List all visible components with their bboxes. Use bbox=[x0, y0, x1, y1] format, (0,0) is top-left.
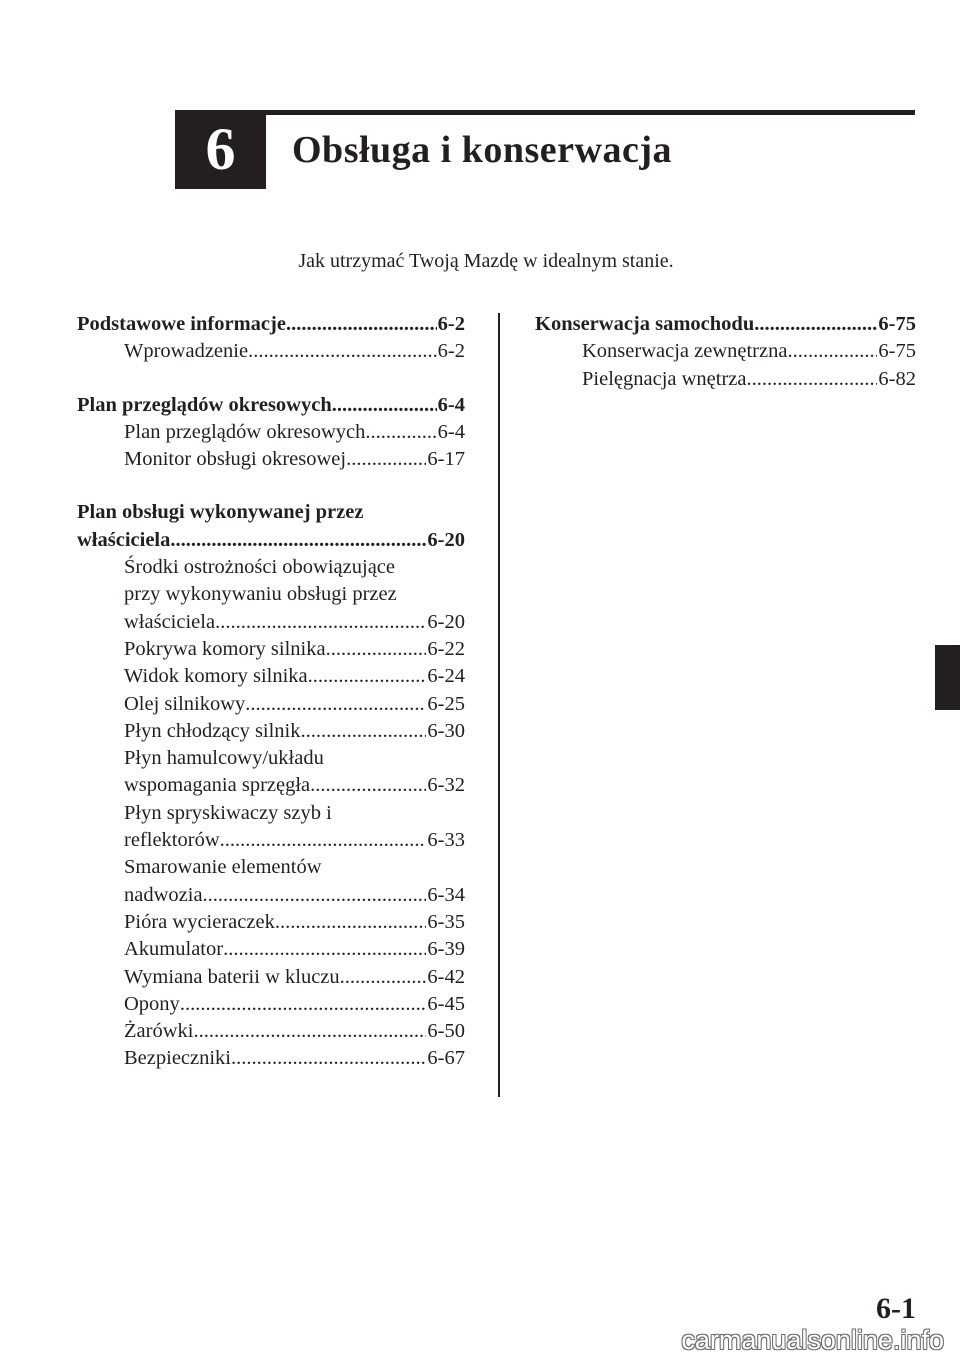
toc-entry[interactable] bbox=[77, 964, 465, 991]
toc-entry[interactable] bbox=[77, 609, 465, 636]
toc-entry-label: Akumulator bbox=[124, 938, 224, 961]
toc-entry-label: Plan przeglądów okresowych bbox=[124, 420, 366, 443]
toc-entry[interactable] bbox=[77, 338, 465, 365]
toc-page-ref: 6-33 bbox=[427, 829, 465, 852]
dot-leader bbox=[220, 827, 427, 854]
toc-entry-label: wspomagania sprzęgła bbox=[124, 774, 311, 797]
toc-entry-label: reflektorów bbox=[124, 829, 220, 852]
toc-entry[interactable] bbox=[77, 827, 465, 854]
dot-leader bbox=[180, 991, 427, 1018]
toc-entry-label: Opony bbox=[124, 992, 180, 1015]
toc-heading-label: właściciela bbox=[77, 528, 171, 551]
toc-right-column bbox=[535, 311, 916, 419]
toc-entry-label: Wprowadzenie bbox=[124, 340, 249, 363]
toc-entry-label: właściciela bbox=[124, 610, 216, 633]
toc-entry-label: Bezpieczniki bbox=[124, 1047, 232, 1070]
toc-page-ref: 6-82 bbox=[878, 367, 916, 390]
toc-entry-label: Monitor obsługi okresowej bbox=[124, 448, 347, 471]
toc-page-ref: 6-45 bbox=[427, 992, 465, 1015]
toc-entry-line: Płyn hamulcowy/układu bbox=[124, 747, 324, 770]
dot-leader bbox=[301, 718, 427, 745]
toc-entry[interactable] bbox=[77, 991, 465, 1018]
chapter-thumb-tab bbox=[935, 645, 960, 710]
chapter-subtitle: Jak utrzymać Twoją Mazdę w idealnym stanie. bbox=[298, 250, 674, 272]
dot-leader bbox=[754, 311, 877, 338]
dot-leader bbox=[245, 691, 426, 718]
toc-page-ref: 6-4 bbox=[437, 393, 465, 416]
dot-leader bbox=[275, 909, 427, 936]
dot-leader bbox=[326, 636, 427, 663]
toc-entry-label: Wymiana baterii w kluczu bbox=[124, 965, 340, 988]
toc-left-column bbox=[77, 311, 465, 1099]
toc-entry[interactable] bbox=[77, 663, 465, 690]
toc-entry-label: Pióra wycieraczek bbox=[124, 910, 275, 933]
toc-entry-label: Konserwacja zewnętrzna bbox=[582, 340, 788, 363]
toc-page-ref: 6-75 bbox=[878, 340, 916, 363]
toc-page-ref: 6-2 bbox=[437, 340, 465, 363]
toc-entry-label: Pokrywa komory silnika bbox=[124, 637, 326, 660]
toc-section-service-schedule bbox=[77, 392, 465, 474]
toc-page-ref: 6-32 bbox=[427, 774, 465, 797]
toc-page-ref: 6-24 bbox=[427, 665, 465, 688]
toc-entry[interactable] bbox=[77, 882, 465, 909]
toc-entry-label: Widok komory silnika bbox=[124, 665, 308, 688]
toc-entry-line: Środki ostrożności obowiązujące bbox=[124, 556, 395, 579]
toc-page-ref: 6-67 bbox=[427, 1047, 465, 1070]
toc-heading-service-schedule[interactable] bbox=[77, 392, 465, 419]
toc-entry-label: Płyn chłodzący silnik bbox=[124, 719, 301, 742]
toc-entry[interactable] bbox=[77, 636, 465, 663]
toc-page-ref: 6-4 bbox=[437, 420, 465, 443]
toc-entry-label: Olej silnikowy bbox=[124, 692, 246, 715]
toc-entry[interactable] bbox=[535, 366, 916, 393]
dot-leader bbox=[365, 419, 436, 446]
toc-entry[interactable] bbox=[77, 446, 465, 473]
chapter-number-badge bbox=[175, 110, 266, 189]
toc-entry[interactable] bbox=[77, 691, 465, 718]
dot-leader bbox=[310, 772, 426, 799]
toc-entry[interactable] bbox=[77, 909, 465, 936]
toc-entry[interactable] bbox=[77, 1018, 465, 1045]
toc-heading-basic-info[interactable] bbox=[77, 311, 465, 338]
toc-heading-owner-maintenance-line1: Plan obsługi wykonywanej przez bbox=[77, 501, 364, 524]
dot-leader bbox=[193, 1018, 426, 1045]
toc-heading-label: Podstawowe informacje bbox=[77, 313, 286, 335]
toc-entry-line: Smarowanie elementów bbox=[124, 856, 322, 879]
toc-page-ref: 6-25 bbox=[427, 692, 465, 715]
dot-leader bbox=[248, 338, 437, 365]
dot-leader bbox=[223, 936, 426, 963]
dot-leader bbox=[346, 446, 426, 473]
toc-page-ref: 6-35 bbox=[427, 910, 465, 933]
chapter-header-rule bbox=[266, 110, 915, 115]
toc-page-ref: 6-50 bbox=[427, 1020, 465, 1043]
toc-page-ref: 6-34 bbox=[427, 883, 465, 906]
toc-page-ref: 6-17 bbox=[427, 448, 465, 471]
toc-entry-line: przy wykonywaniu obsługi przez bbox=[124, 583, 397, 606]
toc-entry[interactable] bbox=[535, 338, 916, 365]
watermark: carmanualsonline.info bbox=[681, 1325, 944, 1355]
toc-heading-car-care[interactable] bbox=[535, 311, 916, 338]
toc-entry[interactable] bbox=[77, 936, 465, 963]
toc-heading-owner-maintenance[interactable] bbox=[77, 527, 465, 554]
dot-leader bbox=[340, 964, 427, 991]
column-divider bbox=[498, 313, 500, 1097]
dot-leader bbox=[215, 609, 426, 636]
toc-section-car-care bbox=[535, 311, 916, 393]
dot-leader bbox=[170, 527, 426, 554]
toc-entry-line: Płyn spryskiwaczy szyb i bbox=[124, 801, 332, 824]
chapter-title: Obsługa i konserwacja bbox=[292, 129, 672, 171]
toc-section-basic-info bbox=[77, 311, 465, 366]
toc-entry[interactable] bbox=[77, 1045, 465, 1072]
toc-page-ref: 6-2 bbox=[437, 313, 465, 335]
toc-entry-label: nadwozia bbox=[124, 883, 203, 906]
toc-page-ref: 6-30 bbox=[427, 719, 465, 742]
toc-entry[interactable] bbox=[77, 419, 465, 446]
toc-page-ref: 6-39 bbox=[427, 938, 465, 961]
dot-leader bbox=[332, 392, 437, 419]
toc-page-ref: 6-42 bbox=[427, 965, 465, 988]
toc-section-owner-maintenance bbox=[77, 499, 465, 1072]
chapter-number: 6 bbox=[205, 116, 236, 182]
dot-leader bbox=[286, 311, 437, 338]
dot-leader bbox=[746, 366, 877, 393]
dot-leader bbox=[787, 338, 877, 365]
toc-entry[interactable] bbox=[77, 772, 465, 799]
toc-entry-label: Pielęgnacja wnętrza bbox=[582, 367, 747, 390]
toc-heading-label: Plan przeglądów okresowych bbox=[77, 393, 332, 416]
dot-leader bbox=[231, 1045, 426, 1072]
toc-page-ref: 6-75 bbox=[878, 313, 916, 335]
toc-entry[interactable] bbox=[77, 718, 465, 745]
dot-leader bbox=[203, 882, 427, 909]
toc-page-ref: 6-20 bbox=[427, 610, 465, 633]
toc-page-ref: 6-20 bbox=[427, 528, 465, 551]
page-number: 6-1 bbox=[876, 1292, 916, 1325]
dot-leader bbox=[308, 663, 427, 690]
toc-page-ref: 6-22 bbox=[427, 637, 465, 660]
toc-heading-label: Konserwacja samochodu bbox=[535, 313, 755, 335]
toc-entry-label: Żarówki bbox=[124, 1020, 194, 1043]
